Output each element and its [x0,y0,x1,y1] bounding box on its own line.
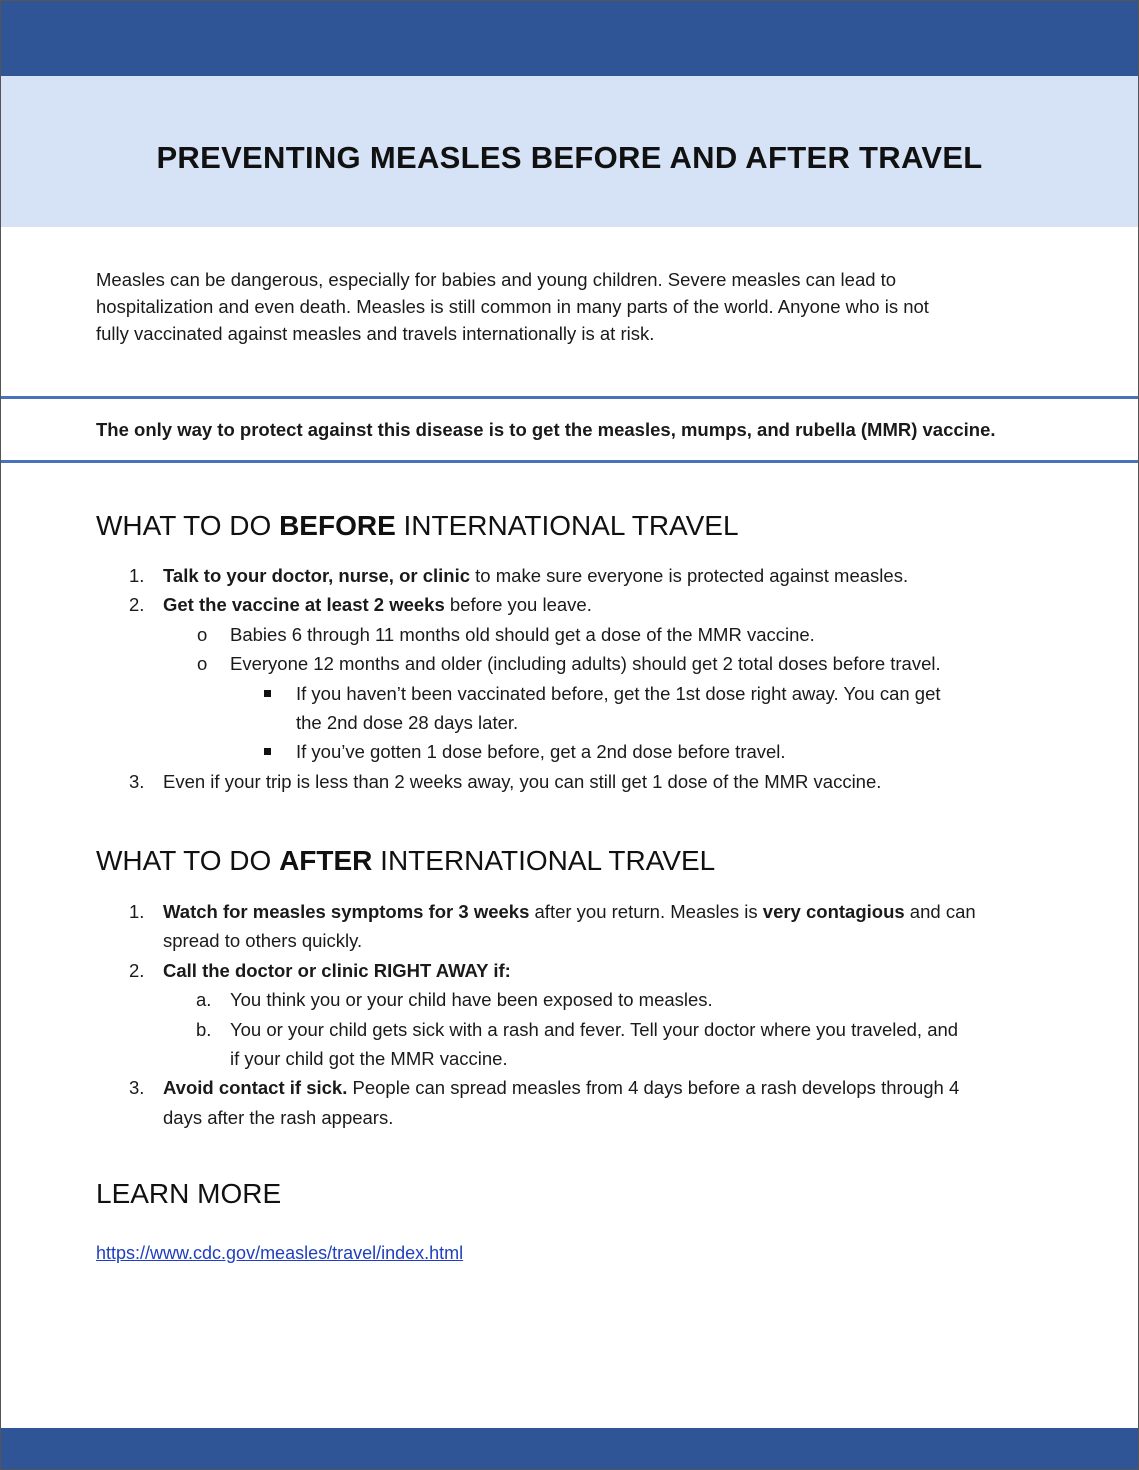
list-item-rest: before you leave. [444,594,592,616]
list-item-rest: after you return. Measles is [529,901,763,922]
before-heading-post: INTERNATIONAL TRAVEL [395,510,739,541]
list-marker: 3. [129,1077,145,1099]
list-item-text [163,561,1063,590]
intro-line: fully vaccinated against measles and travels internationally is at risk. [96,323,655,344]
sub-list-marker: o [197,653,208,675]
sub-list-marker: a. [196,989,212,1011]
list-item-bold: Watch for measles symptoms for 3 weeks [163,901,530,922]
sub-list-item-text: Babies 6 through 11 months old should get a dose of the MMR vaccine. [230,623,815,645]
footer-bottom-bar [0,1428,1139,1470]
list-item-rest: People can spread measles from 4 days before a rash develops through 4 [347,1077,960,1099]
list-item-text [163,956,1063,985]
list-item-bold: Get the vaccine at least 2 weeks [163,594,445,616]
after-heading [96,843,715,879]
before-heading [96,508,739,544]
before-heading-pre: WHAT TO DO [96,510,280,541]
list-item-rest: and can [904,901,976,922]
list-item-bold: very contagious [762,901,905,922]
text-line: if your child got the MMR vaccine. [230,1048,508,1069]
intro-paragraph [96,266,1056,347]
sub-sub-list-item-text: If you’ve gotten 1 dose before, get a 2nd dose before travel. [296,741,786,763]
text-line: days after the rash appears. [163,1106,394,1128]
square-bullet-icon [264,748,271,755]
before-heading-bold: BEFORE [279,510,396,541]
list-item-text: Even if your trip is less than 2 weeks away, you can still get 1 dose of the MMR vaccine. [163,770,882,792]
after-heading-post: INTERNATIONAL TRAVEL [372,845,716,876]
sub-list-item-text [230,1015,1080,1074]
text-line: spread to others quickly. [163,930,363,952]
list-item-text [163,1073,1063,1132]
list-marker: 2. [129,959,145,981]
after-heading-bold: AFTER [279,845,373,876]
after-heading-pre: WHAT TO DO [96,845,280,876]
text-line: the 2nd dose 28 days later. [296,712,519,733]
page-title: PREVENTING MEASLES BEFORE AND AFTER TRAVEL [156,140,983,175]
text-line: If you haven’t been vaccinated before, get the 1st dose right away. You can get [296,682,941,704]
callout-top-rule [0,396,1139,399]
list-item-bold: Avoid contact if sick. [163,1077,348,1099]
sub-list-item-text: Everyone 12 months and older (including adults) should get 2 total doses before travel. [230,653,941,675]
sub-list-marker: b. [196,1018,212,1040]
intro-line: Measles can be dangerous, especially for babies and young children. Severe measles can lead to [96,269,897,290]
list-marker: 1. [129,901,145,922]
list-marker: 3. [129,770,145,792]
callout-text: The only way to protect against this disease is to get the measles, mumps, and rubella (MMR) vaccine. [96,419,996,440]
list-item-bold: Call the doctor or clinic RIGHT AWAY if: [163,959,511,981]
sub-list-item-text: You think you or your child have been exposed to measles. [230,989,713,1011]
square-bullet-icon [264,690,271,697]
sub-list-marker: o [197,623,208,645]
learn-more-link[interactable]: https://www.cdc.gov/measles/travel/index.html [96,1243,464,1263]
list-marker: 1. [129,565,145,586]
callout-bottom-rule [0,460,1139,463]
list-item-text [163,590,1063,619]
header-top-bar [0,0,1139,76]
list-marker: 2. [129,594,145,616]
intro-line: hospitalization and even death. Measles is still common in many parts of the world. Anyone who is not [96,296,929,317]
list-item-bold: Talk to your doctor, nurse, or clinic [163,565,471,586]
list-item-rest: to make sure everyone is protected against measles. [470,565,909,586]
learn-more-heading: LEARN MORE [96,1178,282,1209]
list-item-text [163,897,1063,956]
text-line: You or your child gets sick with a rash and fever. Tell your doctor where you traveled, and [230,1018,959,1040]
sub-sub-list-item-text [296,679,1076,738]
